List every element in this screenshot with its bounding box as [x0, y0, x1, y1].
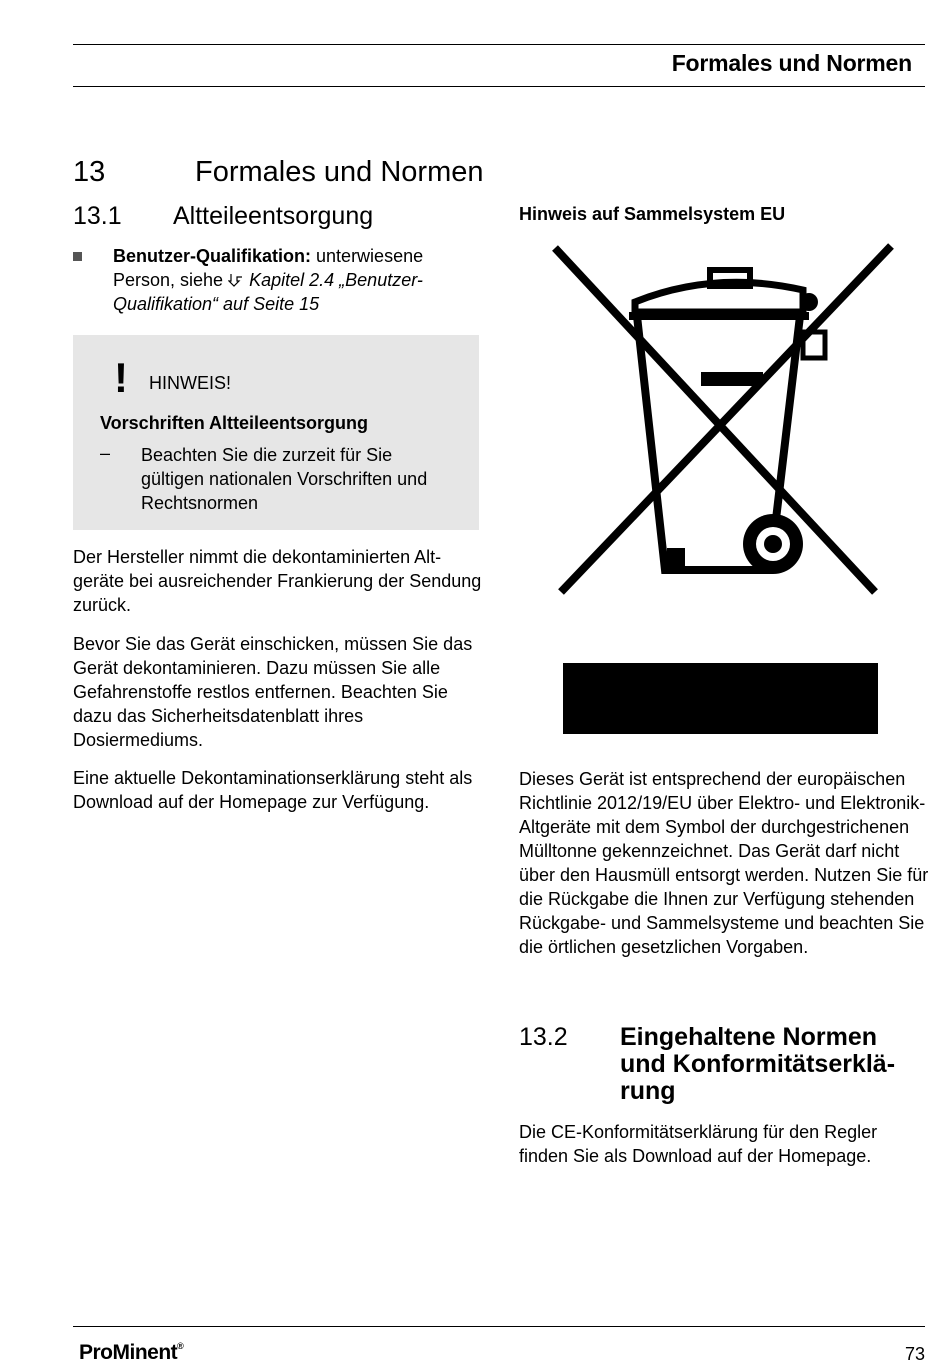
bullet-label: Benutzer-Qualifikation: — [113, 246, 312, 266]
chapter-number: 13 — [73, 156, 106, 188]
section-title: Eingehaltene Normen und Konformitätserklärung — [620, 1023, 896, 1105]
running-header-title: Formales und Normen — [671, 50, 912, 76]
hint-box — [73, 335, 479, 530]
hint-item: Beachten Sie die zurzeit für Sie gültigen nationalen Vorschriften und Rechtsnormen — [141, 445, 428, 513]
section-number: 13.2 — [519, 1023, 568, 1051]
section-heading-13-1 — [73, 200, 373, 232]
crossed-out-wheelie-bin-icon — [545, 240, 905, 605]
bullet-square-icon — [73, 252, 82, 261]
page-number: 73 — [904, 1344, 925, 1364]
chapter-heading — [73, 154, 513, 190]
chapter-title: Formales und Normen — [195, 156, 484, 188]
header-rule-bottom — [73, 86, 925, 87]
eu-notice-text: Dieses Gerät ist entsprechend der europäischen Richtlinie 2012/19/EU über Elektro- und Elektronik-Altgeräte mit dem Symbol der durchgestrichenen Mülltonne gekennzeichnet. Das Gerät darf nicht über den Hausmüll entsorgt werden. Nutzen Sie für die Rückgabe die Ihnen zur Verfügung stehenden Rückgabe- und Sammelsysteme und beachten Sie die örtlichen gesetzlichen Vorgaben. — [519, 769, 929, 957]
section-number: 13.1 — [73, 202, 122, 230]
paragraph-return: Der Hersteller nimmt die dekontaminierten Altgeräte bei ausreichender Frankierung der Sendung zurück. — [73, 547, 482, 615]
dash-marker: – — [100, 443, 111, 463]
hint-label: HINWEIS! — [149, 373, 232, 393]
hint-title: Vorschriften Altteileentsorgung — [100, 413, 369, 433]
paragraph-decontaminate: Bevor Sie das Gerät einschicken, müssen Sie das Gerät dekontaminieren. Dazu müssen Sie alle Gefahrenstoffe restlos entfernen. Beachten Sie dazu das Sicherheitsdatenblatt ihres Dosiermediums. — [73, 634, 473, 750]
bullet-text: unterwiesene Person, siehe — [113, 246, 424, 290]
prominent-logo: ProMinent® — [79, 1341, 184, 1364]
eu-notice-label: Hinweis auf Sammelsystem EU — [519, 204, 786, 224]
section-title: Altteileentsorgung — [173, 202, 374, 230]
paragraph-download: Eine aktuelle Dekontaminationserklärung steht als Download auf der Homepage zur Verfügung. — [73, 768, 473, 812]
conformity-text: Die CE-Konformitätserklärung für den Regler finden Sie als Download auf der Homepage. — [519, 1122, 878, 1166]
marking-bar — [563, 663, 878, 734]
arrow-reference-icon — [228, 270, 249, 290]
section-heading-13-2 — [519, 1024, 919, 1105]
footer-rule — [73, 1326, 925, 1327]
header-rule-top — [73, 44, 925, 45]
qualification-bullet — [73, 244, 473, 316]
exclamation-icon: ! — [114, 354, 128, 401]
chapter-reference-link[interactable]: Kapitel 2.4 „Benutzer-Qualifikation“ auf Seite 15 — [113, 270, 423, 314]
